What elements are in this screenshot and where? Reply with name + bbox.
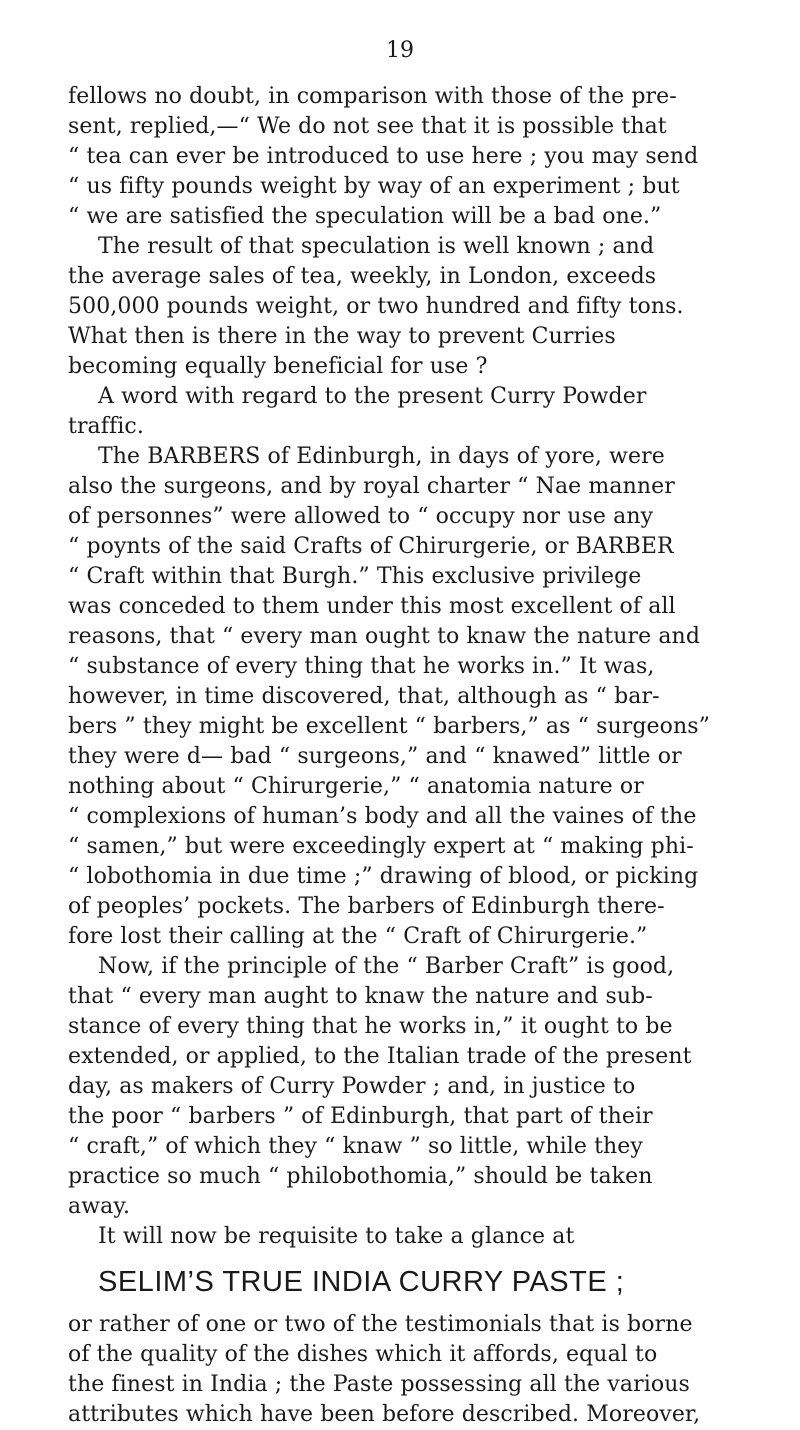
text-line: that “ every man aught to knaw the nature and sub- [68,984,653,1009]
text-line: also the surgeons, and by royal charter “ Nae manner [68,474,675,499]
text-line: The result of that speculation is well known ; and [98,234,655,259]
text-line: the finest in India ; the Paste possessing all the various [68,1372,690,1397]
text-line: What then is there in the way to prevent Curries [68,324,616,349]
text-line: “ lobothomia in due time ;” drawing of blood, or picking [68,864,699,889]
text-line: the average sales of tea, weekly, in London, exceeds [68,264,657,289]
text-line: or rather of one or two of the testimonials that is borne [68,1312,693,1337]
text-line: of personnes” were allowed to “ occupy nor use any [68,504,654,529]
text-line: nothing about “ Chirurgerie,” “ anatomia nature or [68,774,644,799]
page-number: 19 [386,38,414,63]
text-line: “ substance of every thing that he works in.” It was, [68,654,655,679]
closing-paragraph [68,1310,718,1430]
text-line: reasons, that “ every man ought to knaw the nature and [68,624,701,649]
text-line: fellows no doubt, in comparison with those of the pre- [68,84,677,109]
text-line: day, as makers of Curry Powder ; and, in justice to [68,1074,636,1099]
text-line: stance of every thing that he works in,” it ought to be [68,1014,673,1039]
text-line: “ craft,” of which they “ knaw ” so little, while they [68,1134,643,1159]
text-line: of peoples’ pockets. The barbers of Edinburgh there- [68,894,665,919]
text-line: was conceded to them under this most excellent of all [68,594,676,619]
text-line: traffic. [68,414,144,439]
text-line: It will now be requisite to take a glance at [98,1224,575,1249]
text-line: “ Craft within that Burgh.” This exclusive privilege [68,564,642,589]
text-line: attributes which have been before described. Moreover, [68,1402,701,1427]
text-line: the poor “ barbers ” of Edinburgh, that part of their [68,1104,653,1129]
text-line: Now, if the principle of the “ Barber Craft” is good, [98,954,675,979]
text-line: “ we are satisfied the speculation will be a bad one.” [68,204,662,229]
text-line: of the quality of the dishes which it affords, equal to [68,1342,658,1367]
main-paragraphs [68,82,718,1252]
text-line: however, in time discovered, that, although as “ bar- [68,684,660,709]
text-line: sent, replied,—“ We do not see that it is possible that [68,114,667,139]
body-text [68,82,718,1430]
text-line: 500,000 pounds weight, or two hundred and fifty tons. [68,294,684,319]
text-line: they were d— bad “ surgeons,” and “ knawed” little or [68,744,682,769]
text-line: becoming equally beneficial for use ? [68,354,488,379]
text-line: “ us fifty pounds weight by way of an experiment ; but [68,174,680,199]
text-line: The BARBERS of Edinburgh, in days of yore, were [98,444,665,469]
spacer [68,1252,718,1262]
text-line: “ samen,” but were exceedingly expert at “ making phi- [68,834,694,859]
text-line: fore lost their calling at the “ Craft of Chirurgerie.” [68,924,648,949]
text-line: A word with regard to the present Curry Powder [98,384,647,409]
section-heading: SELIM’S TRUE INDIA CURRY PASTE ; [98,1266,625,1298]
text-line: practice so much “ philobothomia,” should be taken [68,1164,653,1189]
text-line: “ tea can ever be introduced to use here ; you may send [68,144,699,169]
text-line: extended, or applied, to the Italian trade of the present [68,1044,692,1069]
text-line: bers ” they might be excellent “ barbers,” as “ surgeons” [68,714,711,739]
text-line: away. [68,1194,131,1219]
text-line: “ poynts of the said Crafts of Chirurgerie, or BARBER [68,534,674,559]
text-line: “ complexions of human’s body and all the vaines of the [68,804,697,829]
